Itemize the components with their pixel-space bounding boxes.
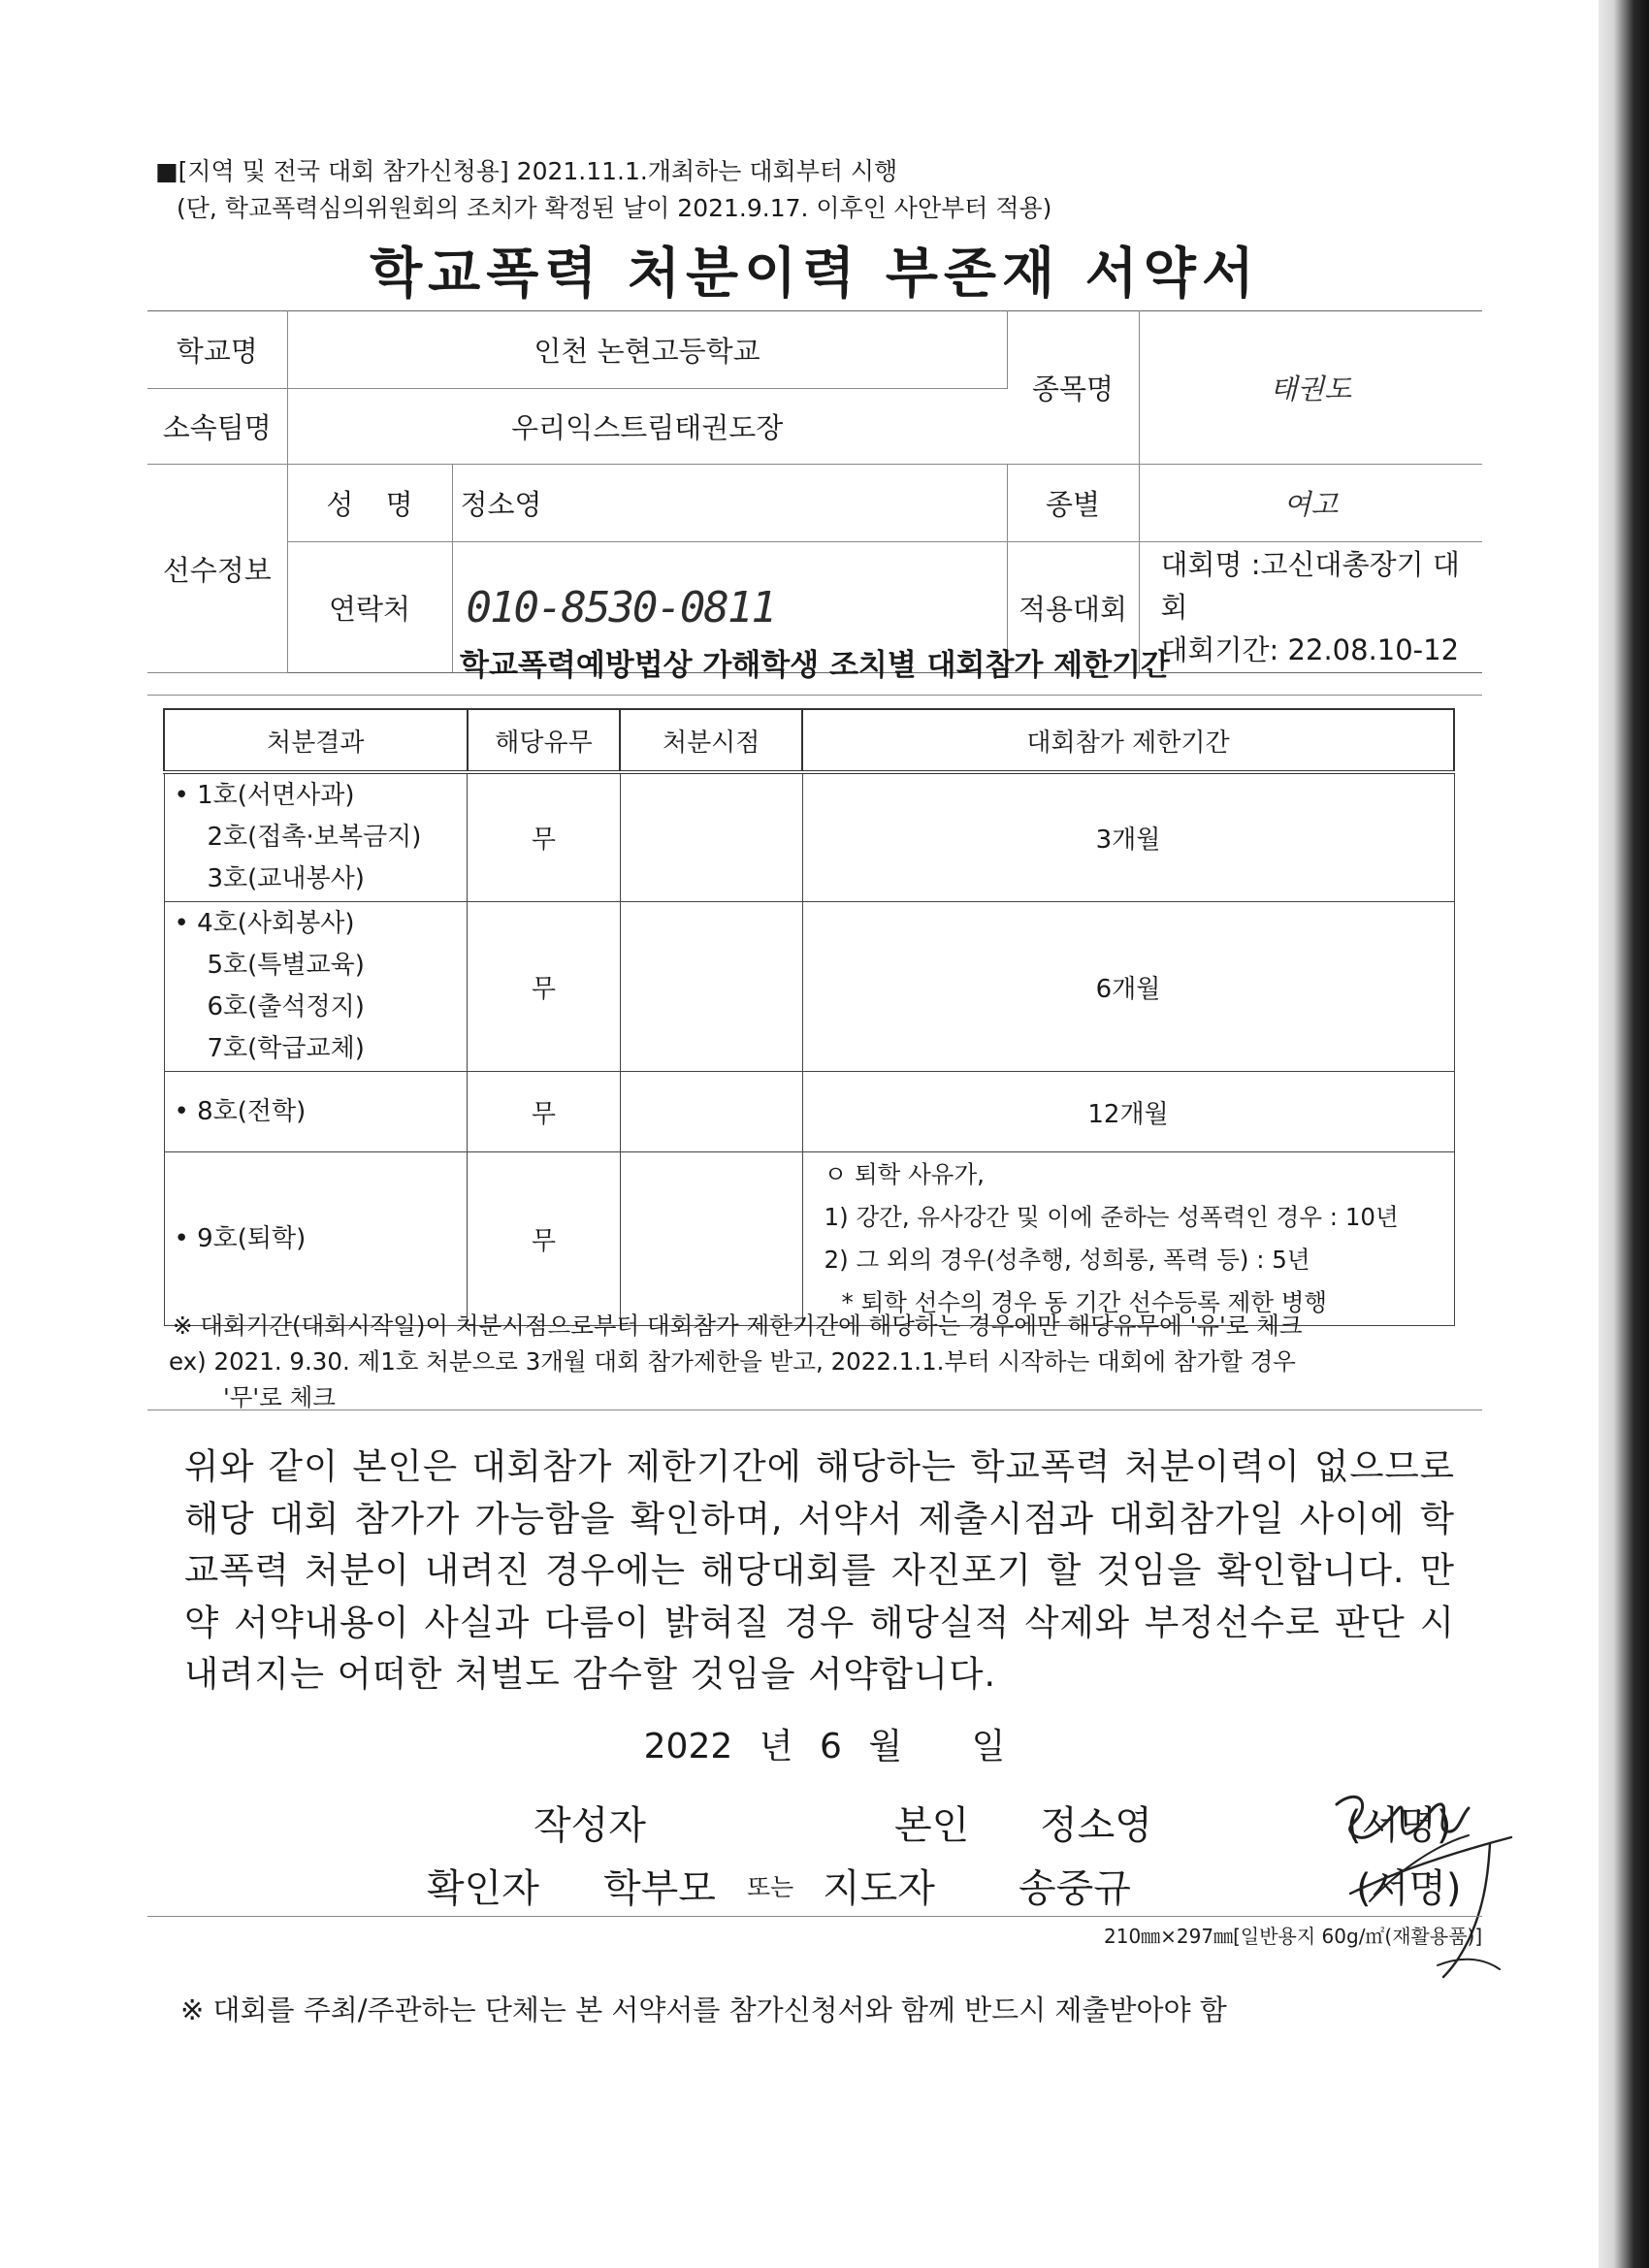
info-table: [147, 310, 1482, 673]
subheading: 학교폭력예방법상 가해학생 조치별 대회참가 제한기간: [460, 648, 1170, 683]
paper-spec: 210㎜×297㎜[일반용지 60g/㎡(재활용품)]: [1104, 1925, 1483, 1948]
result-cell: [164, 1152, 468, 1326]
footnote-line-3: '무'로 체크: [223, 1383, 336, 1411]
header-period: 대회참가 제한기간: [802, 709, 1454, 772]
school-label: 학교명: [147, 311, 287, 389]
meet-label: 적용대회: [1007, 542, 1139, 673]
notice-line-2: (단, 학교폭력심의위원회의 조치가 확정된 날이 2021.9.17. 이후인 사안부터 적용): [177, 194, 1052, 222]
confirmer-name: 송중규: [1018, 1866, 1131, 1911]
date-line: [0, 1719, 1649, 1768]
result-item: • 9호(퇴학): [174, 1223, 307, 1253]
result-item: • 1호(서면사과): [174, 781, 355, 810]
team-value: 우리익스트림태권도장: [287, 389, 1007, 465]
header-applicable: 해당유무: [468, 709, 621, 772]
time-cell: [620, 772, 802, 902]
result-item: 2호(접촉·보복금지): [207, 823, 422, 852]
applicable-cell: 무: [468, 902, 621, 1072]
contact-label: 연락처: [287, 542, 452, 673]
pledge-text: 위와 같이 본인은 대회참가 제한기간에 해당하는 학교폭력 처분이력이 없으므로 해당 대회 참가가 가능함을 확인하며, 서약서 제출시점과 대회참가일 사이에 학교폭력 처분이 내려진 경우에는 해당대회를 자진포기 할 것임을 확인합니다. 만약 서약내용이 사실과 다름이 밝혀질 경우 해당실적 삭제와 부정선수로 판단 시 내려지는 어떠한 처벌도 감수할 것임을 서약합니다.: [184, 1445, 1455, 1695]
period-cell: 6개월: [802, 902, 1454, 1072]
date-year: 2022: [643, 1727, 733, 1766]
event-value: 태권도: [1139, 311, 1482, 465]
divider: [147, 695, 1482, 696]
or-label: 또는: [747, 1873, 794, 1901]
self-label: 본인: [894, 1803, 970, 1848]
author-label: 작성자: [534, 1803, 646, 1848]
parent-label: 학부모: [603, 1866, 716, 1911]
team-label: 소속팀명: [147, 389, 287, 465]
player-info-label: 선수정보: [147, 465, 287, 673]
time-cell: [620, 1072, 802, 1152]
result-cell: [164, 1072, 468, 1152]
result-item: 3호(교내봉사): [207, 864, 365, 893]
event-label: 종목명: [1007, 311, 1139, 465]
applicable-cell: 무: [468, 1072, 621, 1152]
date-month: 6: [819, 1727, 842, 1766]
school-value: 인천 논현고등학교: [287, 311, 1007, 389]
date-month-unit: 월: [868, 1727, 903, 1766]
scan-edge: [1599, 0, 1649, 2268]
header-result: 처분결과: [164, 709, 468, 772]
result-item: 6호(출석정지): [207, 992, 365, 1021]
final-note: ※ 대회를 주최/주관하는 단체는 본 서약서를 참가신청서와 함께 반드시 제출받아야 함: [180, 1993, 1227, 2026]
date-year-unit: 년: [759, 1727, 793, 1766]
notice-line-1: ■[지역 및 전국 대회 참가신청용] 2021.11.1.개최하는 대회부터 시행: [155, 157, 898, 185]
result-item: 7호(학급교체): [207, 1034, 365, 1063]
header-time: 처분시점: [620, 709, 802, 772]
contact-value: 010-8530-0811: [452, 542, 1007, 673]
result-item: • 4호(사회봉사): [174, 909, 355, 938]
sign-mark-2: (서명): [1356, 1866, 1462, 1911]
category-label: 종별: [1007, 465, 1139, 542]
result-item: • 8호(전학): [174, 1096, 307, 1126]
reason-line: ㅇ 퇴학 사유가,: [824, 1160, 985, 1188]
confirmer-label: 확인자: [427, 1866, 539, 1911]
result-cell: [164, 772, 468, 902]
meet-period: 대회기간: 22.08.10-12: [1160, 633, 1460, 666]
sign-mark-1: (서명): [1346, 1803, 1452, 1848]
divider: [147, 1916, 1482, 1917]
date-day-unit: 일: [971, 1727, 1006, 1766]
handwritten-signature: [1261, 1766, 1552, 1989]
footnote-line-1: ※ 대회기간(대회시작일)이 처분시점으로부터 대회참가 제한기간에 해당하는 경우에만 해당유무에 '유'로 체크: [173, 1312, 1303, 1340]
name-value: 정소영: [452, 465, 1007, 542]
reason-line: 2) 그 외의 경우(성추행, 성희롱, 폭력 등) : 5년: [824, 1246, 1310, 1274]
footnote-line-2: ex) 2021. 9.30. 제1호 처분으로 3개월 대회 참가제한을 받고, 2022.1.1.부터 시작하는 대회에 참가할 경우: [169, 1347, 1296, 1376]
name-label: 성 명: [287, 465, 452, 542]
time-cell: [620, 1152, 802, 1326]
discipline-table: [163, 708, 1455, 1326]
applicable-cell: 무: [468, 772, 621, 902]
period-cell: [802, 1152, 1454, 1326]
result-item: 5호(특별교육): [207, 951, 365, 980]
coach-label: 지도자: [823, 1866, 935, 1911]
period-cell: 3개월: [802, 772, 1454, 902]
meet-name: 대회명 :고신대총장기 대회: [1160, 548, 1460, 624]
result-cell: [164, 902, 468, 1072]
document-title: 학교폭력 처분이력 부존재 서약서: [370, 243, 1260, 306]
category-value: 여고: [1139, 465, 1482, 542]
reason-line: * 퇴학 선수의 경우 동 기간 선수등록 제한 병행: [841, 1288, 1328, 1316]
author-name: 정소영: [1040, 1803, 1152, 1848]
divider: [147, 1409, 1482, 1410]
applicable-cell: 무: [468, 1152, 621, 1326]
period-cell: 12개월: [802, 1072, 1454, 1152]
reason-line: 1) 강간, 유사강간 및 이에 준하는 성폭력인 경우 : 10년: [824, 1203, 1399, 1231]
footnote: [171, 1308, 1490, 1415]
time-cell: [620, 902, 802, 1072]
notice: [155, 153, 1051, 227]
